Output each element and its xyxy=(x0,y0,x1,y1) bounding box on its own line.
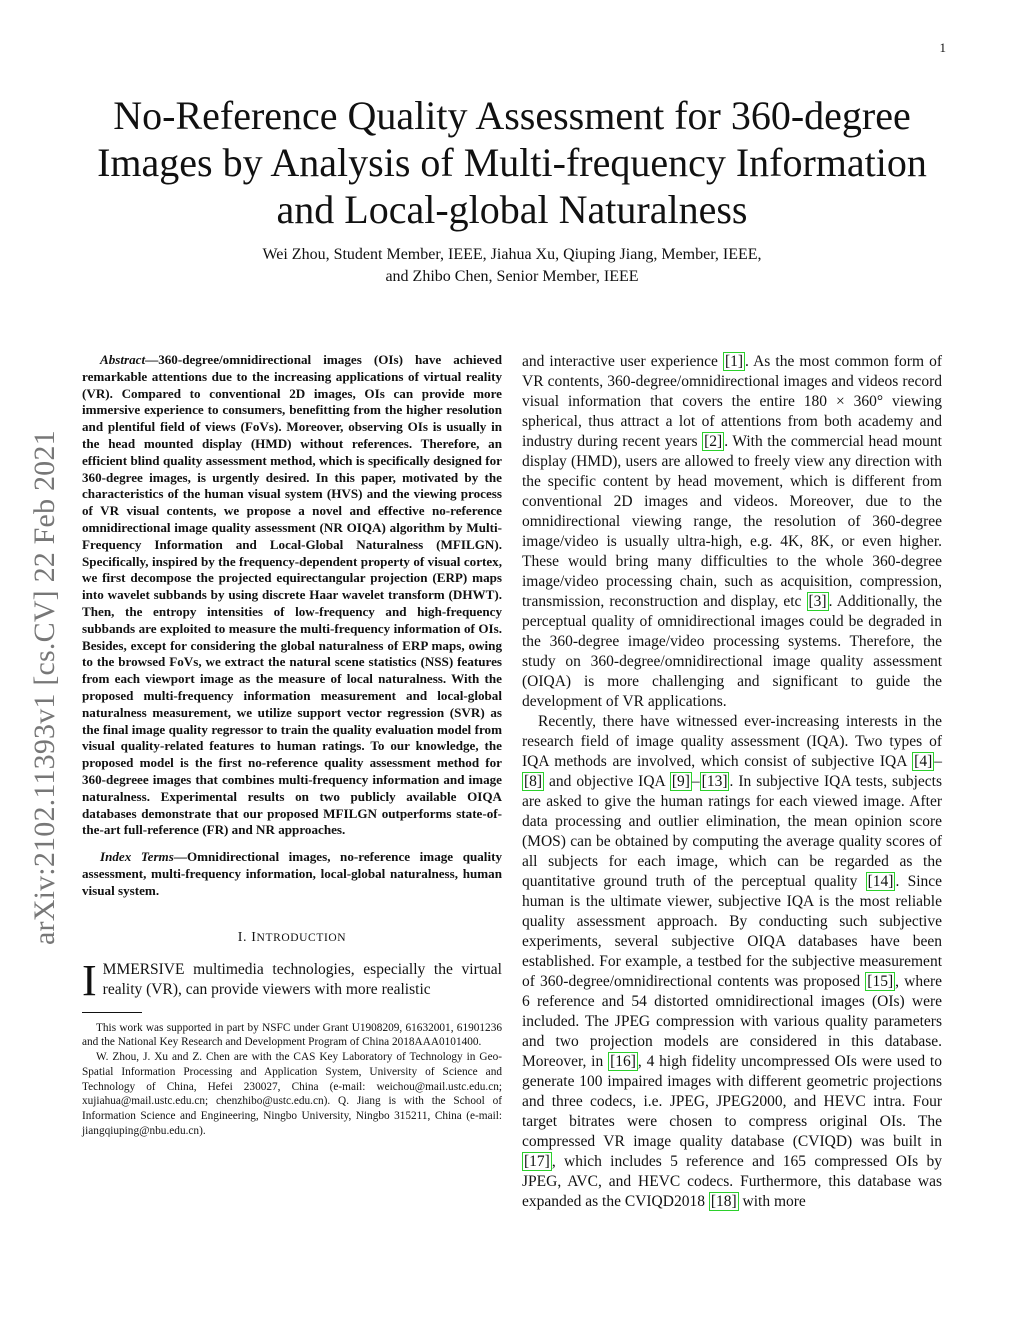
paragraph-intro-continued xyxy=(522,352,942,712)
text-run: and interactive user experience xyxy=(522,353,723,370)
page-number: 1 xyxy=(939,40,946,55)
text-run: . Additionally, the perceptual quality of omnidirectional images could be degraded in the 360-degree image/video processing systems. Therefore, the study on 360-degree/omnidirectional image quality assessment (OIQA) is more challenging and significant to guide the development of VR applications. xyxy=(522,593,942,710)
section-heading-introduction xyxy=(82,930,502,946)
arxiv-identifier-stamp[interactable]: arXiv:2102.11393v1 [cs.CV] 22 Feb 2021 xyxy=(28,430,61,945)
text-run: . As the most common form of VR contents, 360-degree/omnidirectional images and videos record visual information that covers the entire 180 × 360° viewing spherical, thus attract a lot of attentions from both academy and industry during recent years xyxy=(522,353,942,450)
intro-paragraph xyxy=(82,955,502,1005)
citation-link[interactable]: [13] xyxy=(701,773,728,790)
index-terms-text: Omnidirectional images, no-reference image quality assessment, multi-frequency information, local-global naturalness, human visual system. xyxy=(82,849,502,898)
title-line: No-Reference Quality Assessment for 360-degree xyxy=(113,93,911,138)
text-run: , which includes 5 reference and 165 compressed OIs by JPEG, AVC, and HEVC codecs. Furthermore, this database was expanded as the CVIQD2018 xyxy=(522,1153,942,1210)
footnote-affiliations: W. Zhou, J. Xu and Z. Chen are with the CAS Key Laboratory of Technology in Geo-Spatial Information Processing and Application System, University of Science and Technology of China, Hefei 230027, China (e-mail: weichou@mail.ustc.edu.cn; xujiahua@mail.ustc.edu.cn; chenzhibo@ustc.edu.cn). Q. Jiang is with the School of Information Science and Engineering, Ningbo University, Ningbo 315211, China (e-mail: jiangqiuping@nbu.edu.cn). xyxy=(82,1051,502,1138)
citation-link[interactable]: [9] xyxy=(671,773,690,790)
citation-link[interactable]: [1] xyxy=(724,353,744,370)
abstract-label: Abstract xyxy=(100,352,146,367)
text-run: , where 6 reference and 54 distorted omnidirectional images (OIs) were included. The JPEG compression with various quality parameters and two projection models are considered in this database. Moreover, in xyxy=(522,973,942,1070)
citation-link[interactable]: [18] xyxy=(710,1193,737,1210)
citation-link[interactable]: [3] xyxy=(808,593,827,610)
section-title-rest: NTRODUCTION xyxy=(256,931,347,944)
citation-link[interactable]: [8] xyxy=(524,773,543,790)
intro-text: MMERSIVE multimedia technologies, especially the virtual reality (VR), can provide viewers with more realistic xyxy=(102,960,502,998)
footnote-funding: This work was supported in part by NSFC under Grant U1908209, 61632001, 61901236 and the National Key Research and Development Program of China 2018AAA0101400. xyxy=(82,1021,502,1049)
citation-link[interactable]: [17] xyxy=(524,1153,550,1170)
text-run: – xyxy=(691,773,700,790)
paper-title xyxy=(60,92,964,233)
right-column xyxy=(522,352,942,1212)
citation-link[interactable]: [14] xyxy=(867,873,894,890)
abstract: Abstract—360-degree/omnidirectional images (OIs) have achieved remarkable attentions due to the increasing applications of virtual reality (VR). Compared to conventional 2D images, OIs can provide more immersive experience to consumers, benefitting from the higher resolution and plentiful field of views (FoVs). Moreover, observing OIs is usually in the head mounted display (HMD) without references. Therefore, an efficient blind quality assessment method, which is specifically designed for 360-degree images, is urgently desired. In this paper, motivated by the characteristics of the human visual system (HVS) and the viewing process of VR visual contents, we propose a novel and effective no-reference omnidirectional image quality assessment (NR OIQA) algorithm by Multi-Frequency Information and Local-Global Naturalness (MFILGN). Specifically, inspired by the frequency-dependent property of visual cortex, we first decompose the projected equirectangular projection (ERP) maps into wavelet subbands by using discrete Haar wavelet transform (DHWT). Then, the entropy intensities of low-frequency and high-frequency subbands are exploited to measure the multi-frequency information of OIs. Besides, except for considering the global naturalness of ERP maps, owing to the browsed FoVs, we extract the natural scene statistics (NSS) features from each viewport image as the measure of local naturalness. With the proposed multi-frequency information measurement and local-global naturalness measurement, we utilize support vector regression (SVR) as the final image quality regressor to train the quality evaluation model from visual quality-related features to human ratings. To our knowledge, the proposed model is the first no-reference quality assessment method for 360-degreee images that combines multi-frequency information and image naturalness. Experimental results on two publicly available OIQA databases demonstrate that our proposed MFILGN outperforms state-of-the-art full-reference (FR) and NR approaches. xyxy=(82,352,502,838)
section-title-cap: I xyxy=(251,929,257,945)
left-column xyxy=(82,352,502,1139)
index-terms-label: Index Terms xyxy=(100,849,174,865)
title-line: and Local-global Naturalness xyxy=(276,187,748,232)
text-run: with more xyxy=(738,1193,806,1210)
paragraph-iqa-background xyxy=(522,712,942,1212)
footnote-rule xyxy=(82,1012,142,1013)
authors-line-2: and Zhibo Chen, Senior Member, IEEE xyxy=(385,268,639,285)
text-run: and objective IQA xyxy=(544,773,670,790)
text-run: . In subjective IQA tests, subjects are asked to give the human ratings for each viewed image. After data processing and outlier elimination, the mean opinion score (MOS) can be obtained by computing the average quality scores of all subjects for each image, which can be regarded as the quantitative ground truth of the perceptual quality xyxy=(522,773,942,890)
citation-link[interactable]: [15] xyxy=(867,973,894,990)
text-run: Recently, there have witnessed ever-increasing interests in the research field of image quality assessment (IQA). Two types of IQA methods are involved, which consist of subjective IQA xyxy=(522,713,942,770)
citation-link[interactable]: [16] xyxy=(610,1053,636,1070)
title-line: Images by Analysis of Multi-frequency Information xyxy=(97,140,927,185)
text-run: – xyxy=(934,753,942,770)
citation-link[interactable]: [4] xyxy=(914,753,933,770)
text-run: , 4 high fidelity uncompressed OIs were used to generate 100 impaired images with different geometric projections and three codecs, i.e. JPEG, JPEG2000, and HEVC intra. Four target bitrates were chosen to compress original OIs. The compressed VR image quality database (CVIQD) was built in xyxy=(522,1053,942,1150)
authors-line-1: Wei Zhou, Student Member, IEEE, Jiahua Xu, Qiuping Jiang, Member, IEEE, xyxy=(262,246,762,263)
author-list xyxy=(100,244,924,288)
text-run: . Since human is the ultimate viewer, subjective IQA is the most reliable quality assessment approach. By conducting such subjective experiments, several subjective OIQA databases have been established. For example, a testbed for the subjective measurement of 360-degree/omnidirectional contents was proposed xyxy=(522,873,943,990)
text-run: . With the commercial head mount display (HMD), users are allowed to freely view any direction with the specific content by head movement, which is different from conventional 2D images and videos. Moreover, due to the omnidirectional viewing range, the resolution of 360-degree image/video is usually ultra-high, e.g. 4K, 8K, or even higher. These would bring many difficulties to the whole 360-degree image/video processing chain, such as acquisition, compression, transmission, reconstruction and display, etc xyxy=(522,433,942,610)
citation-link[interactable]: [2] xyxy=(704,433,723,450)
abstract-text: 360-degree/omnidirectional images (OIs) have achieved remarkable attentions due to the increasing applications of virtual reality (VR). Compared to conventional 2D images, OIs can provide more immersive experience to consumers, benefitting from the higher resolution and plentiful field of views (FoVs). Moreover, observing OIs is usually in the head mounted display (HMD) without references. Therefore, an efficient blind quality assessment method, which is specifically designed for 360-degree images, is urgently desired. In this paper, motivated by the characteristics of the human visual system (HVS) and the viewing process of VR visual contents, we propose a novel and effective no-reference omnidirectional image quality assessment (NR OIQA) algorithm by Multi-Frequency Information and Local-Global Naturalness (MFILGN). Specifically, inspired by the frequency-dependent property of visual cortex, we first decompose the projected equirectangular projection (ERP) maps into wavelet subbands by using discrete Haar wavelet transform (DHWT). Then, the entropy intensities of low-frequency and high-frequency subbands are exploited to measure the multi-frequency information of OIs. Besides, except for considering the global naturalness of ERP maps, owing to the browsed FoVs, we extract the natural scene statistics (NSS) features from each viewport image as the measure of local naturalness. With the proposed multi-frequency information measurement and local-global naturalness measurement, we utilize support vector regression (SVR) as the final image quality regressor to train the quality evaluation model from visual quality-related features to human ratings. To our knowledge, the proposed model is the first no-reference quality assessment method for 360-degreee images that combines multi-frequency information and image naturalness. Experimental results on two publicly available OIQA databases demonstrate that our proposed MFILGN outperforms state-of-the-art full-reference (FR) and NR approaches. xyxy=(82,352,502,838)
section-numeral: I. xyxy=(237,929,248,945)
drop-cap: I xyxy=(82,955,97,1005)
index-terms: Index Terms—Omnidirectional images, no-reference image quality assessment, multi-frequency information, local-global naturalness, human visual system. xyxy=(82,849,502,898)
